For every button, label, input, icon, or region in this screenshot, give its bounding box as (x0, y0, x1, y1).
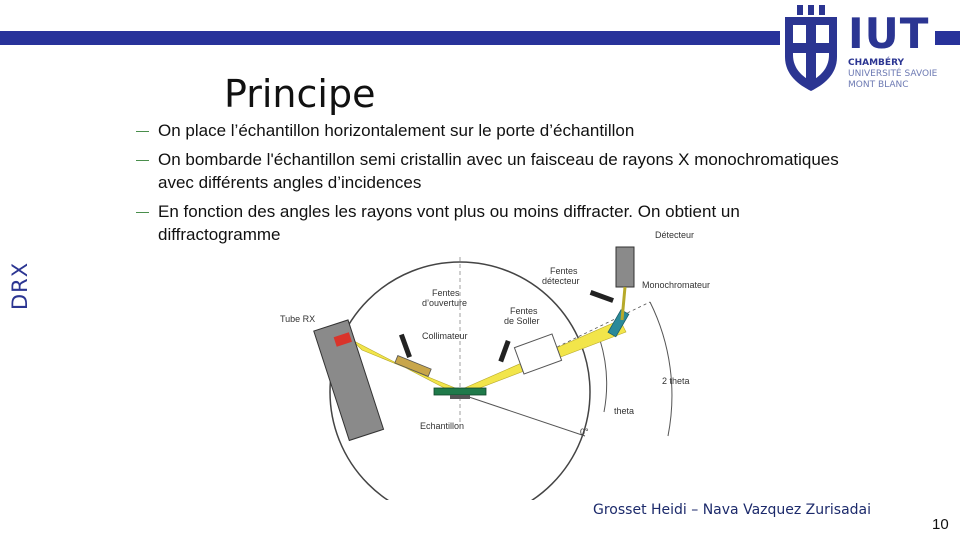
iut-logo (775, 3, 940, 98)
logo-line-chambery: CHAMBÉRY (848, 58, 905, 68)
sample-base (450, 395, 470, 399)
detector (616, 247, 634, 287)
soller-slits (514, 334, 561, 374)
label-theta: theta (614, 406, 635, 416)
savoie-shield-icon (775, 3, 847, 95)
collimator (395, 356, 431, 377)
bullet-dash-icon: — (136, 152, 149, 167)
bullet-item (135, 119, 855, 142)
label-sample: Echantillon (420, 421, 465, 431)
label-detector-slits-2: détecteur (542, 276, 580, 286)
bullet-text: On bombarde l'échantillon semi cristallin avec un faisceau de rayons X monochromatiques avec différents angles d’incidences (158, 150, 839, 192)
label-collimator: Collimateur (422, 331, 468, 341)
xrd-diagram (270, 222, 740, 500)
label-zero-degree: 0° (580, 427, 589, 437)
header-bar (0, 31, 780, 45)
side-section-label: DRX (8, 261, 32, 310)
bullet-dash-icon: — (136, 204, 149, 219)
aperture-slit (399, 334, 412, 358)
zero-line (460, 394, 585, 436)
detector-slit (590, 290, 614, 303)
two-theta-arc (650, 302, 672, 436)
monochromator-crystal (608, 310, 629, 337)
slide-title: Principe (224, 72, 376, 116)
theta-arc (600, 340, 607, 412)
xray-tube (314, 320, 384, 440)
label-aperture-slits-2: d’ouverture (422, 298, 468, 308)
logo-line-montblanc: MONT BLANC (848, 80, 909, 90)
logo-line-university: UNIVERSITÉ SAVOIE (848, 69, 938, 79)
logo-iut-text: IUT (848, 9, 930, 58)
label-soller-slits-2: de Soller (504, 316, 540, 326)
bullet-text: En fonction des angles les rayons vont plus ou moins diffracter. On obtient un diffractogramme (158, 202, 740, 244)
label-tube: Tube RX (280, 314, 316, 324)
label-detector-slits-1: Fentes (550, 266, 578, 276)
author-credit: Grosset Heidi – Nava Vazquez Zurisadai (593, 502, 872, 518)
label-two-theta: 2 theta (662, 376, 690, 386)
page-number: 10 (932, 516, 949, 533)
label-aperture-slits-1: Fentes (432, 288, 460, 298)
bullet-dash-icon: — (136, 123, 149, 138)
aperture-slit (498, 340, 510, 362)
label-detector: Détecteur (655, 230, 695, 240)
label-soller-slits-1: Fentes (510, 306, 538, 316)
label-monochromator: Monochromateur (642, 280, 711, 290)
bullet-item (135, 148, 855, 194)
sample-holder (434, 388, 486, 395)
bullet-text: On place l’échantillon horizontalement sur le porte d’échantillon (158, 121, 635, 140)
